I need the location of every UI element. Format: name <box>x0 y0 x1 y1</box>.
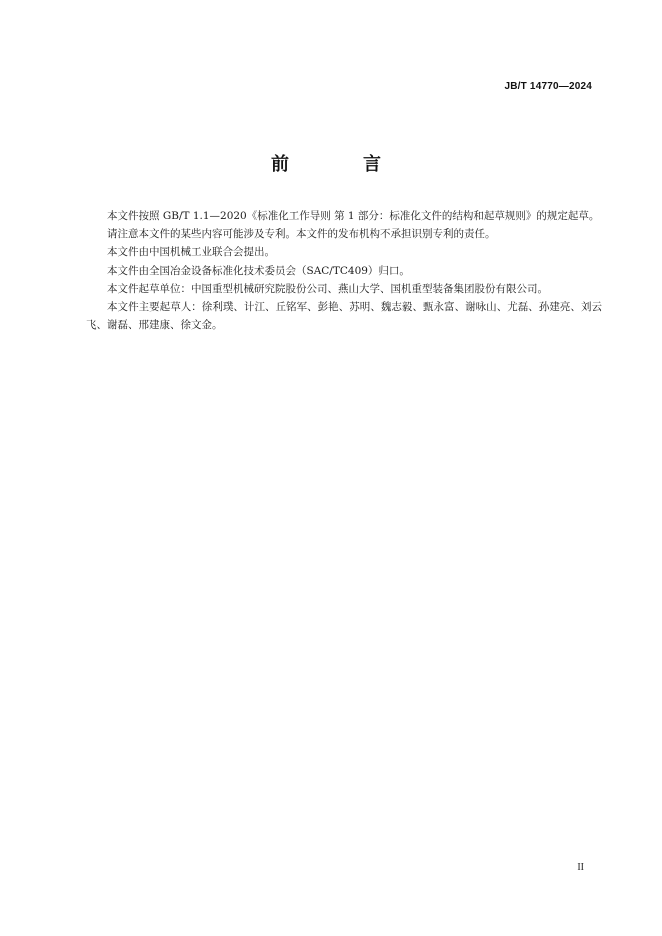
paragraph-drafting-rules: 本文件按照 GB/T 1.1—2020《标准化工作导则 第 1 部分：标准化文件的结构和起草规则》的规定起草。 <box>107 210 600 222</box>
paragraph-drafters: 本文件主要起草人：徐利璞、计江、丘铭军、彭艳、苏明、魏志毅、甄永富、谢咏山、尤磊、孙建亮、刘云飞、谢磊、邢建康、徐文金。 <box>86 301 602 332</box>
paragraph-committee: 本文件由全国冶金设备标准化技术委员会（SAC/TC409）归口。 <box>107 264 410 277</box>
page-title: 前 言 <box>271 154 409 175</box>
page-number: II <box>577 862 584 873</box>
paragraph-drafting-units: 本文件起草单位：中国重型机械研究院股份公司、燕山大学、国机重型装备集团股份有限公司。 <box>107 282 548 295</box>
document-code: JB/T 14770—2024 <box>504 81 592 92</box>
paragraph-patent-notice: 请注意本文件的某些内容可能涉及专利。本文件的发布机构不承担识别专利的责任。 <box>107 228 496 241</box>
paragraph-proposer: 本文件由中国机械工业联合会提出。 <box>107 246 275 259</box>
foreword-body <box>86 207 602 334</box>
